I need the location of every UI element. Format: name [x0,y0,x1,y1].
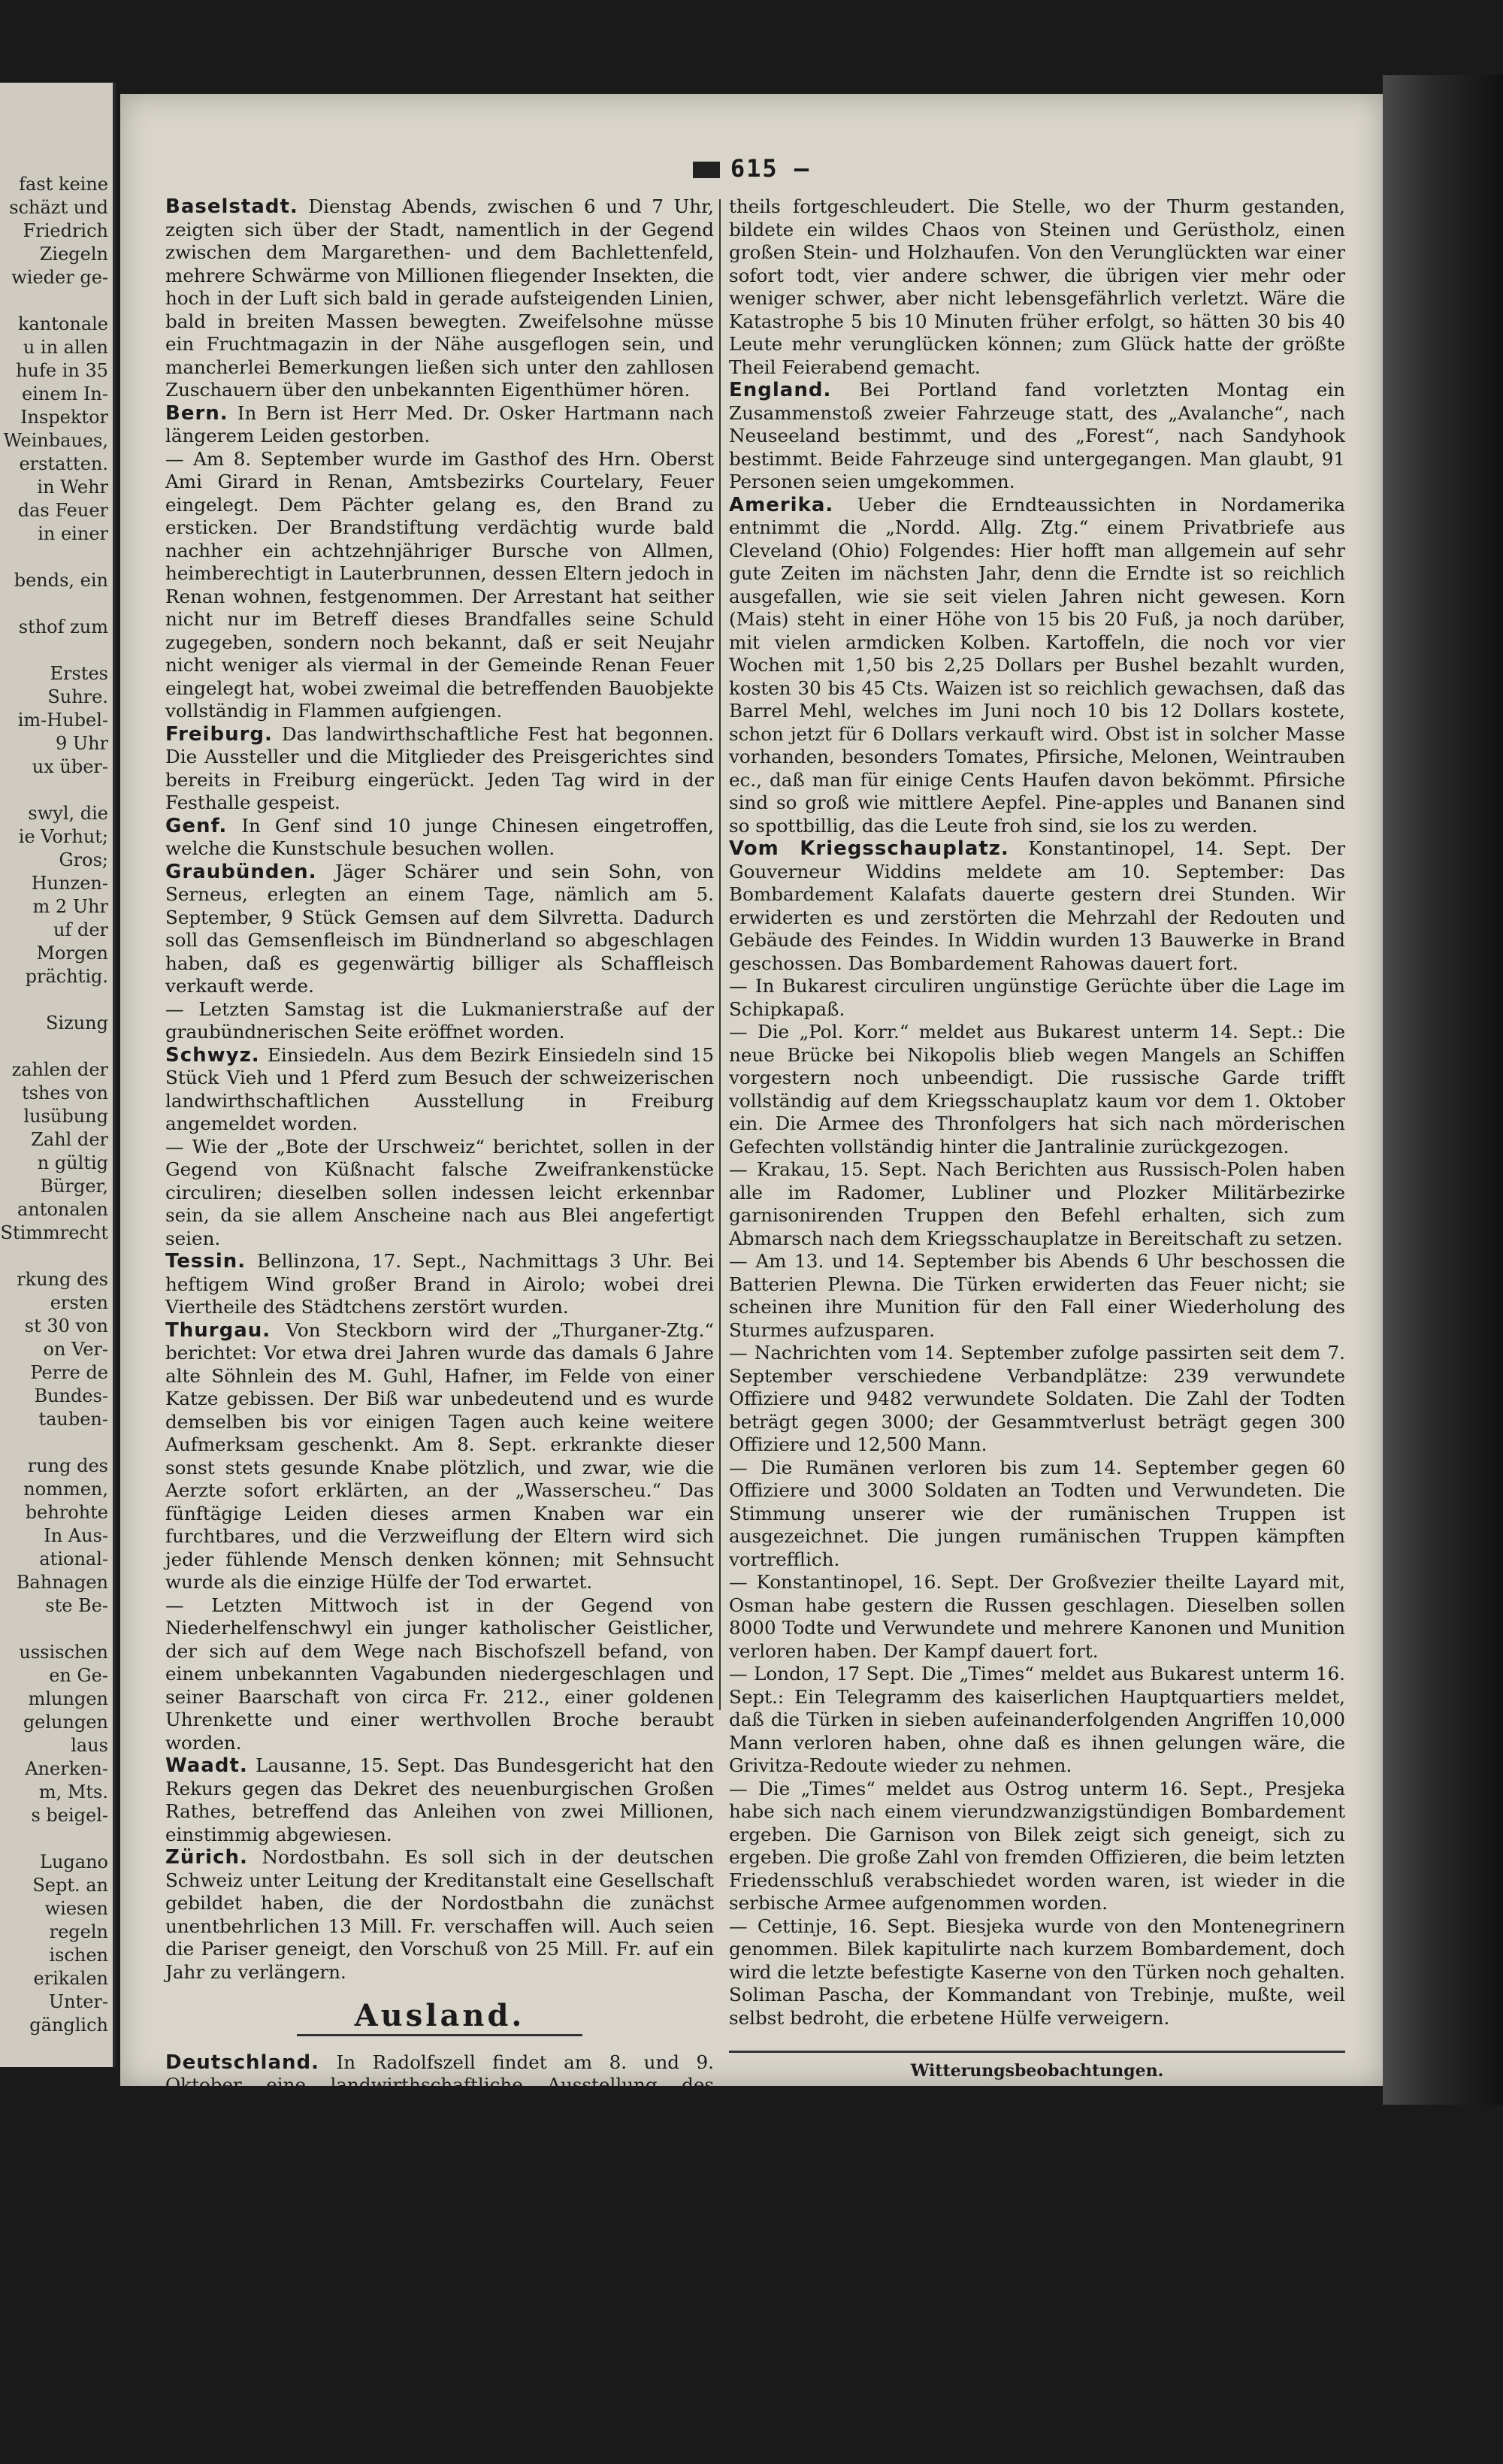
news-item [165,723,714,815]
fragment-line: Erstes [50,663,108,684]
news-text: — Letzten Mittwoch ist in der Gegend von Niederhelfenschwyl ein junger katholischer Geistlicher, der sich auf dem Wege nach Bischofszell befand, von einem unbekannten Vagabunden niedergeschlagen und seiner Baarschaft von circa Fr. 212., einer goldenen Uhrenkette und einer werthvollen Broche beraubt worden. [165,1594,714,1754]
news-text: — Letzten Samstag ist die Lukmanierstraße auf der graubündnerischen Seite eröffnet worden. [165,997,714,1043]
fragment-line: in einer [38,523,108,544]
news-heading: Deutschland. [165,2051,320,2074]
news-item [729,837,1345,975]
news-text: — Die „Times“ meldet aus Ostrog unterm 16. Sept., Presjeka habe sich nach einem vierundzwanzigstündigen Bombardement ergeben. Die Garnison von Bilek zeigt sich geneigt, sich zu ergeben. Die große Zahl von fremden Offizieren, die beim letzten Friedensschluß verabschiedet worden waren, ist wieder in die serbische Armee aufgenommen worden. [729,1777,1345,1914]
fragment-line: Bürger, [40,1176,108,1197]
fragment-line: behrohte [25,1502,108,1523]
news-text: Von Steckborn wird der „Thurganer-Ztg.“ berichtet: Vor etwa drei Jahren wurde das damals 6 Jahre alte Söhnlein des M. Guhl, Hafner, im Felde von einer Katze gebissen. Der Biß war unbedeutend und es wurde demselben bis vor einigen Tagen auch keine weitere Aufmerksam geschenkt. Am 8. Sept. erkrankte dieser sonst stets gesunde Knabe plötzlich, und zwar, wie die Aerzte sofort erklärten, an der „Wasserscheu.“ Das fünftägige Leiden dieses armen Knaben war ein furchtbares, und die Verzweiflung der Eltern wird sich jeder fühlende Mensch denken können; mit Sehnsucht wurde als die einzige Hülfe der Tod erwartet. [165,1318,714,1593]
news-item [165,1136,714,1251]
fragment-line: ational- [39,1548,108,1570]
news-text: Konstantinopel, 14. Sept. Der Gouverneur Widdins meldete am 10. September: Das Bombardement Kalafats dauerte gestern drei Stunden. Wir erwiderten es und zerstörten die Mehrzahl der Redouten und Gebäude des Feindes. In Widdin wurden 13 Bauwerke in Brand geschossen. Das Bombardement Rahowas dauert fort. [729,837,1345,974]
weather-box [729,2051,1345,2140]
fragment-line: Friedrich [23,220,108,241]
news-text: — Cettinje, 16. Sept. Biesjeka wurde von den Montenegrinern genommen. Bilek kapitulirte nach kurzem Bombardement, doch wird die letzte befestigte Kaserne von den Türken noch gehalten. Soliman Pascha, der Kommandant von Trebinje, mußte, weil selbst bedroht, die erbetene Hülfe verweigern. [729,1915,1345,2029]
weather-text: vom 17. Sept. Hoher Barometerstand im westlichen Irland (773 mm.). Nordwind, der im Kanal an Stärke gewinnt, im Ozean schwach ist. [729,2084,1345,2139]
page-number-mark-icon [693,162,720,178]
fragment-line: Stimmrecht [0,1222,108,1243]
fragment-line: sthof zum [18,616,108,637]
right-news [729,195,1345,2030]
fragment-line: Bundes- [34,1385,108,1406]
inland-news [165,195,714,1984]
news-text: — Am 8. September wurde im Gasthof des Hrn. Oberst Ami Girard in Renan, Amtsbezirks Courtelary, Feuer eingelegt. Dem Pächter gelang es, den Brand zu ersticken. Der Brandstiftung verdächtig wurde bald nachher ein achtzehnjähriger Bursche von Allmen, heimberechtigt in Lauterbrunnen, dessen Eltern jedoch in Renan wohnen, festgenommen. Der Arrestant hat seither nicht nur im Betreff dieses Brandfalles seine Schuld zugegeben, sondern noch bekannt, daß er seit Neujahr nicht weniger als viermal in der Gemeinde Renan Feuer eingelegt hat, wobei zweimal die betreffenden Bauobjekte vollständig in Flammen aufgiengen. [165,447,714,722]
news-text: — Nachrichten vom 14. September zufolge passirten seit dem 7. September verschiedene Verbandplätze: 239 verwundete Offiziere und 9482 verwundete Soldaten. Die Zahl der Todten beträgt gegen 3000; der Gesammtverlust beträgt gegen 300 Offiziere und 12,500 Mann. [729,1342,1345,1455]
fragment-line: erstatten. [19,453,108,474]
right-column [729,195,1345,2140]
news-text: Jäger Schärer und sein Sohn, von Serneus, erlegten an einem Tage, nämlich am 5. September, 9 Stück Gemsen auf dem Silvretta. Dadurch soll das Gemsenfleisch im Bündnerland so abgeschlagen haben, daß es gegenwärtig billiger als Schaffleisch verkauft werde. [165,860,714,997]
adjacent-page-fragment [0,83,116,2067]
fragment-line: m 2 Uhr [32,896,108,917]
fragment-line: Sizung [45,1013,108,1034]
fragment-line: Weinbaues, [3,430,108,451]
fragment-line: laus [71,1735,108,1756]
fragment-line: swyl, die [28,803,108,824]
news-heading: Baselstadt. [165,195,298,218]
news-text: — Konstantinopel, 16. Sept. Der Großvezier theilte Layard mit, Osman habe gestern die Russen geschlagen. Dieselben sollen 8000 Todte und Verwundete und mehrere Kanonen und Munition verloren haben. Der Kampf dauert fort. [729,1571,1345,1662]
news-text: In Genf sind 10 junge Chinesen eingetroffen, welche die Kunstschule besuchen wollen. [165,814,714,859]
news-item [729,494,1345,838]
fragment-line: antonalen [17,1199,108,1220]
fragment-line: Sept. an [32,1875,108,1896]
news-item [729,975,1345,1021]
fragment-line: ie Vorhut; [18,826,108,847]
fragment-line: Inspektor [20,407,108,428]
fragment-line: tauben- [38,1409,108,1430]
fragment-line: Bahnagen [16,1572,108,1593]
news-text: Bei Portland fand vorletzten Montag ein Zusammenstoß zweier Fahrzeuge statt, des „Avalanche“, nach Neuseeland bestimmt, und des „Forest“, nach Sandyhook bestimmt. Beide Fahrzeuge sind untergegangen. Man glaubt, 91 Personen seien umgekommen. [729,379,1345,492]
fragment-line: In Aus- [44,1525,108,1546]
fragment-line: einem In- [22,383,108,404]
news-heading: Genf. [165,814,228,837]
news-text: theils fortgeschleudert. Die Stelle, wo der Thurm gestanden, bildete ein wildes Chaos von Steinen und Gerüstholz, einen großen Stein- und Holzhaufen. Von den Verunglückten war einer sofort todt, vier andere schwer, die übrigen vier mehr oder weniger schwer, aber nicht lebensgefährlich verletzt. Wäre die Katastrophe 5 bis 10 Minuten früher erfolgt, so hätten 30 bis 40 Leute mehr verunglücken können; zum Glück hatte der größte Theil Feierabend gemacht. [729,195,1345,378]
news-heading: Bern. [165,401,228,425]
fragment-line: gänglich [29,2014,108,2036]
fragment-line: ersten [50,1292,108,1313]
news-item [729,1663,1345,1778]
news-item [165,402,714,448]
news-text: In Bern ist Herr Med. Dr. Osker Hartmann nach längerem Leiden gestorben. [165,401,714,446]
news-item [165,448,714,723]
fragment-line: das Feuer [17,500,108,521]
fragment-line: uf der [53,919,108,940]
news-item [165,998,714,1044]
fragment-line: kantonale [17,313,108,334]
section-heading: Ausland. [165,2005,714,2036]
fragment-line: n gültig [37,1152,108,1173]
news-item [165,195,714,402]
weather-title: Witterungsbeobachtungen. [910,2061,1164,2081]
fragment-line: prächtig. [25,966,108,987]
fragment-line: fast keine [19,174,108,195]
fragment-line: wiesen [44,1898,108,1919]
news-heading: Freiburg. [165,722,273,746]
fragment-line: s beigel- [31,1805,108,1826]
news-heading: Thurgau. [165,1318,271,1342]
news-item [729,1571,1345,1663]
news-item [729,1915,1345,2030]
news-text: In Radolfszell findet am 8. und 9. Oktober eine landwirthschaftliche Ausstellung des Gauverbandes Höhgau, bestehend aus den Bezirken Konstanz, Engen, Radolfszell und Stockach, statt. Zur Aufstellung kommen: Rindvieh, Fohlen, Schweine, Maschinen und Geräthe, sowie landwirthschaftliche Produkte. [165,2051,714,2211]
fragment-line: Gros; [59,849,108,870]
news-text: Das landwirthschaftliche Fest hat begonnen. Die Aussteller und die Mitglieder des Preisgerichtes sind bereits in Freiburg eingerückt. Jeden Tag wird in der Festhalle gespeist. [165,722,714,813]
news-heading: Vom Kriegsschauplatz. [729,837,1009,860]
news-item [729,1342,1345,1457]
fragment-line: Suhre. [47,686,108,707]
news-text: — Krakau, 15. Sept. Nach Berichten aus Russisch-Polen haben alle im Radomer, Lubliner und Plozker Militärbezirke garnisonirenden Truppen den Befehl erhalten, sich zum Abmarsch nach dem Kriegsschauplatze in Bereitschaft zu setzen. [729,1158,1345,1249]
fragment-line: ux über- [32,756,108,777]
news-heading: Graubünden. [165,860,317,883]
fragment-line: zahlen der [11,1059,108,1080]
news-text: — Ueber ein furchtbares Unglück, das sich letzten Dienstag Abend in dem Dorfe Linz bei Pfullendorf zugetragen hat, wird der „Konstz. Ztg.“ folgendes Nähere mitgetheilt: Der an die Ortskirche neu angebaute Thurm war am Samstag fertig geworden; die Arbeiter waren eben im Begriffe, Feierabend zu machen, und der größere Theil war wieder auf dem Boden; nur neun davon, wovon einer an der Kuppel noch beschäftigt war, machten sich erst auf den Hinunterweg, als der Thurm vollständig in sich selbst zusammenstürzte; sie wurden mit dem Sturze theils begraben, [165,2211,714,2462]
news-item [729,1250,1345,1342]
news-item [729,1457,1345,1572]
news-text: Ueber die Erndteaussichten in Nordamerika entnimmt die „Nordd. Allg. Ztg.“ einem Privatbriefe aus Cleveland (Ohio) Folgendes: Hier hofft man allgemein auf sehr gute Zeiten im nächsten Jahr, denn die Erndte ist so reichlich ausgefallen, wie sie seit vielen Jahren nicht gewesen. Korn (Mais) steht in einer Höhe von 15 bis 20 Fuß, ja noch darüber, mit vielen armdicken Kolben. Kartoffeln, die noch vor vier Wochen mit 1,50 bis 2,25 Dollars per Bushel bezahlt wurden, kosten 30 bis 45 Cts. Waizen ist so reichlich gewachsen, daß das Barrel Mehl, welches im Juni noch 10 bis 12 Dollars kostete, schon jetzt für 6 Dollars verkauft wird. Obst ist in solcher Masse vorhanden, besonders Tomates, Pfirsiche, Melonen, Weintrauben ec., daß man für einige Cents Haufen davon bekömmt. Pfirsiche sind so groß wie mittlere Aepfel. Pine-apples und Bananen sind so spottbillig, das die Leute froh sind, sie los zu werden. [729,493,1345,837]
fragment-line: Hunzen- [31,873,108,894]
news-item [165,1044,714,1136]
news-item [729,195,1345,379]
fragment-line: mlungen [28,1688,108,1709]
news-item [729,379,1345,494]
foreign-news [165,2051,714,2464]
news-item [165,2051,714,2212]
news-heading: England. [729,379,832,401]
news-item [165,1754,714,1846]
fragment-line: ischen [49,1945,108,1966]
fragment-line: in Wehr [37,477,108,498]
fragment-line: hufe in 35 [16,360,108,381]
news-item [729,1021,1345,1158]
fragment-line: Lugano [40,1851,108,1872]
news-text: Dienstag Abends, zwischen 6 und 7 Uhr, zeigten sich über der Stadt, namentlich in der Gegend zwischen dem Margarethen- und dem Bachlettenfeld, mehrere Schwärme von Millionen fliegender Insekten, die hoch in der Luft sich bald in gerade aufsteigenden Linien, bald in breiten Massen bewegten. Zweifelsohne müsse ein Fruchtmagazin in der Nähe ausgeflogen sein, und mancherlei Bemerkungen ließen sich unter den zahllosen Zuschauern über den unbekannten Eigenthümer hören. [165,195,714,401]
news-item [165,2211,714,2464]
fragment-line: erikalen [33,1968,108,1989]
news-text: — In Bukarest circuliren ungünstige Gerüchte über die Lage im Schipkapaß. [729,975,1345,1020]
fragment-line: regeln [49,1921,108,1942]
news-text: Bellinzona, 17. Sept., Nachmittags 3 Uhr. Bei heftigem Wind großer Brand in Airolo; wobei drei Viertheile des Städtchens zerstört wurden. [165,1250,714,1318]
news-text: — Die Rumänen verloren bis zum 14. September gegen 60 Offiziere und 3000 Soldaten an Todten und Verwundeten. Die Stimmung unserer wie der rumänischen Truppen ist ausgezeichnet. Die jungen rumänischen Truppen kämpften vortrefflich. [729,1456,1345,1570]
fragment-line: Perre de [30,1362,108,1383]
fragment-line: Zahl der [31,1129,108,1150]
fragment-line: on Ver- [43,1339,108,1360]
news-text: — Wie der „Bote der Urschweiz“ berichtet, sollen in der Gegend von Küßnacht falsche Zweifrankenstücke circuliren; dieselben sollen indessen leicht erkennbar sein, da sie allem Anscheine nach aus Blei angefertigt seien. [165,1135,714,1249]
fragment-line: u in allen [23,337,108,358]
news-item [165,861,714,998]
news-heading: Waadt. [165,1754,248,1777]
fragment-line: rkung des [17,1269,108,1290]
fragment-line: lusübung [23,1106,108,1127]
fragment-line: Ziegeln [39,244,108,265]
page-number-text: 615 [730,154,779,183]
news-text: — Die „Pol. Korr.“ meldet aus Bukarest unterm 14. Sept.: Die neue Brücke bei Nikopolis blieb wegen Mangels an Schiffen vorgestern noch unbeendigt. Die russische Garde trifft vollständig auf dem Kriegsschauplatz kaum vor dem 1. Oktober ein. Die Armee des Thronfolgers hat sich nach mörderischen Gefechten vollständig hinter die Jantralinie zurückgezogen. [729,1021,1345,1158]
left-column [165,195,714,2464]
newspaper-page [120,94,1383,2462]
news-item [165,1594,714,1755]
news-item [165,815,714,861]
news-item [729,1778,1345,1915]
news-text: Lausanne, 15. Sept. Das Bundesgericht hat den Rekurs gegen das Dekret des neuenburgischen Großen Rathes, betreffend das Anleihen von zwei Millionen, einstimmig abgewiesen. [165,1754,714,1845]
fragment-line: im-Hubel- [17,710,108,731]
fragment-line: ussischen [19,1642,108,1663]
news-heading: Tessin. [165,1250,246,1273]
fragment-line: wieder ge- [11,267,108,288]
news-text: — Am 13. und 14. September bis Abends 6 Uhr beschossen die Batterien Plewna. Die Türken erwiderten das Feuer nicht; sie scheinen ihre Munition für den Fall einer Wiederholung des Sturmes aufzusparen. [729,1250,1345,1341]
book-edge [1383,75,1503,2105]
weather-head: Pariser Observatorium [729,2084,924,2102]
column-divider [719,199,721,1710]
news-text: Nordostbahn. Es soll sich in der deutschen Schweiz unter Leitung der Kreditanstalt eine Gesellschaft gebildet haben, die der Nordostbahn die zunächst unentbehrlichen 13 Mill. Fr. verschaffen will. Auch seien die Pariser geneigt, den Vorschuß von 25 Mill. Fr. auf ein Jahr zu verlängern. [165,1846,714,1983]
news-item [729,1158,1345,1250]
fragment-line: schäzt und [9,197,108,218]
fragment-line: Morgen [36,943,108,964]
news-item [165,1846,714,1984]
news-item [165,1250,714,1319]
fragment-line: bends, ein [14,570,108,591]
news-text: Einsiedeln. Aus dem Bezirk Einsiedeln sind 15 Stück Vieh und 1 Pferd zum Besuch der schweizerischen landwirthschaftlichen Ausstellung in Freiburg angemeldet worden. [165,1043,714,1134]
news-text: — London, 17 Sept. Die „Times“ meldet aus Bukarest unterm 16. Sept.: Ein Telegramm des kaiserlichen Hauptquartiers meldet, daß die Türken in sieben aufeinanderfolgenden Angriffen 10,000 Mann verloren haben, ohne daß es ihnen gelungen wäre, die Grivitza-Redoute wieder zu nehmen. [729,1663,1345,1776]
news-heading: Amerika. [729,493,834,516]
page-number: 615 — [120,154,1383,183]
fragment-line: Anerken- [25,1758,108,1779]
fragment-line: rung des [27,1455,108,1476]
fragment-line: nommen, [23,1479,108,1500]
news-item [165,1319,714,1594]
news-heading: Schwyz. [165,1043,260,1067]
fragment-line: tshes von [21,1082,108,1103]
fragment-line: 9 Uhr [55,733,108,754]
fragment-line: st 30 von [24,1315,108,1336]
fragment-line: gelungen [23,1712,108,1733]
fragment-line: m, Mts. [38,1781,108,1803]
news-heading: Zürich. [165,1846,248,1869]
fragment-line: Unter- [48,1991,108,2012]
fragment-line: ste Be- [45,1595,108,1616]
fragment-line: en Ge- [49,1665,108,1686]
